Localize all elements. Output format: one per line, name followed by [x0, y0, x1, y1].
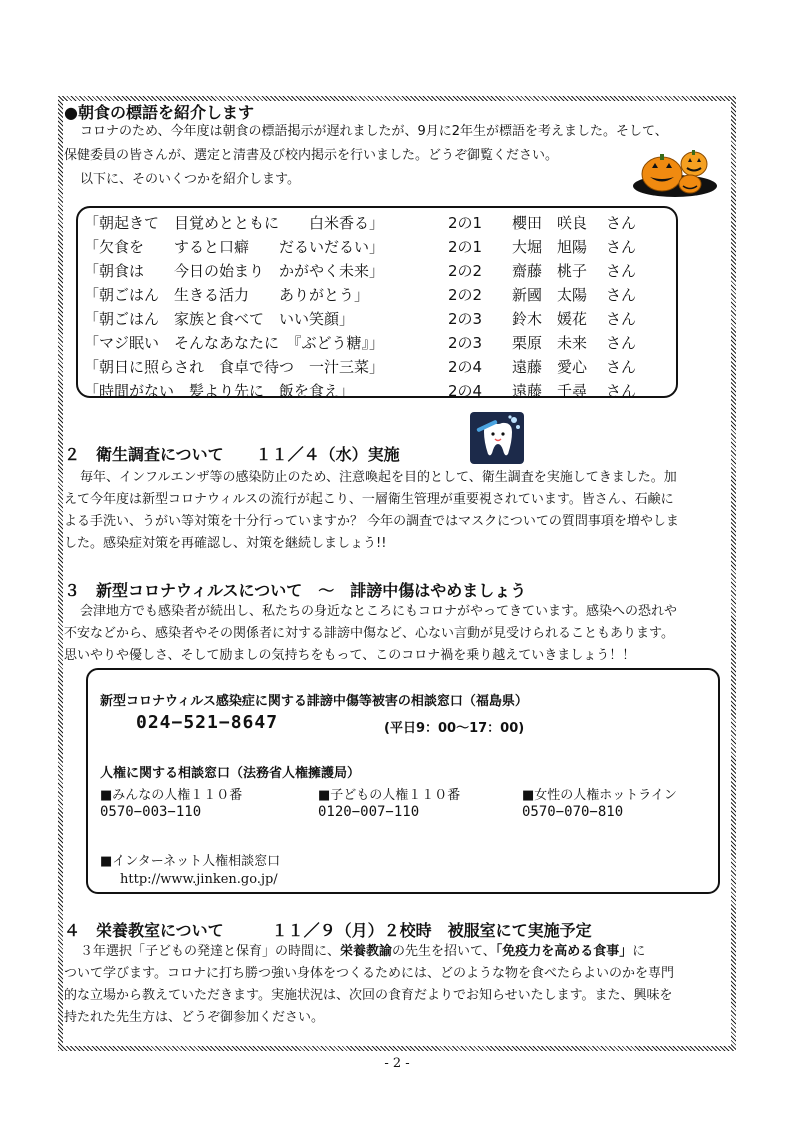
slogan-honorific: さん	[606, 334, 637, 352]
slogan-honorific: さん	[606, 238, 637, 256]
contact-number-1: 0570−003−110	[100, 804, 202, 820]
section-2-line-4: した。感染症対策を再確認し、対策を継続しましょう!!	[64, 536, 387, 551]
slogan-student-name: 栗原 未来	[512, 334, 588, 352]
section-3-title: ３ 新型コロナウィルスについて ～ 誹謗中傷はやめましょう	[64, 581, 527, 600]
slogan-text: 「朝ごはん 家族と食べて いい笑顔」	[84, 310, 355, 328]
contact-label-3: ■女性の人権ホットライン	[522, 788, 677, 803]
slogan-honorific: さん	[606, 214, 637, 232]
section-1-line-1: コロナのため、今年度は朝食の標語掲示が遅れましたが、9月に2年生が標語を考えました。そして、	[80, 124, 668, 139]
slogan-student-name: 新國 太陽	[512, 286, 588, 304]
contact-label-2: ■子どもの人権１１０番	[318, 788, 461, 803]
page-number: - 2 -	[384, 1056, 410, 1071]
slogan-class: 2の4	[448, 358, 483, 376]
section-1-line-3: 以下に、そのいくつかを紹介します。	[80, 172, 300, 187]
slogan-text: 「マジ眠い そんなあなたに 『ぶどう糖』」	[84, 334, 385, 352]
slogan-student-name: 遠藤 千尋	[512, 382, 588, 400]
section-2-line-1: 毎年、インフルエンザ等の感染防止のため、注意喚起を目的として、衛生調査を実施してきました。加	[80, 470, 677, 485]
slogan-text: 「時間がない 髪より先に 飯を食え」	[84, 382, 355, 400]
slogan-text: 「朝起きて 目覚めとともに 白米香る」	[84, 214, 385, 232]
section-1-line-2: 保健委員の皆さんが、選定と清書及び校内掲示を行いました。どうぞ御覧ください。	[64, 148, 559, 163]
slogan-class: 2の2	[448, 262, 483, 280]
jack-o-lantern-icon	[632, 148, 718, 198]
slogan-text: 「朝ごはん 生きる活力 ありがとう」	[84, 286, 370, 304]
slogan-honorific: さん	[606, 358, 637, 376]
jinken-url[interactable]: http://www.jinken.go.jp/	[120, 872, 278, 887]
contact-label-1: ■みんなの人権１１０番	[100, 788, 243, 803]
slogan-honorific: さん	[606, 262, 637, 280]
contact-number-2: 0120−007−110	[318, 804, 420, 820]
phone-hours: (平日9：00〜17：00)	[384, 721, 525, 736]
section-3-line-2: 不安などから、感染者やその関係者に対する誹謗中傷など、心ない言動が見受けられることもあります。	[64, 626, 674, 641]
section-4-line-1: ３年選択「子どもの発達と保育」の時間に、栄養教諭の先生を招いて、「免疫力を高める食事」に	[80, 944, 646, 959]
section-4-line-3: 的な立場から教えていただきます。実施状況は、次回の食育だよりでお知らせいたします。また、興味を	[64, 988, 673, 1003]
slogan-class: 2の2	[448, 286, 483, 304]
internet-consultation-label: ■インターネット人権相談窓口	[100, 854, 281, 869]
slogan-text: 「朝日に照らされ 食卓で待つ 一汁三菜」	[84, 358, 385, 376]
slogan-class: 2の1	[448, 214, 483, 232]
section-2-line-3: よる手洗い、うがい等対策を十分行っていますか？ 今年の調査ではマスクについての質問事項を増やしま	[64, 514, 679, 529]
section-4-line-4: 持たれた先生方は、どうぞ御参加ください。	[64, 1010, 325, 1025]
slogan-honorific: さん	[606, 310, 637, 328]
section-1-title: ●朝食の標語を紹介します	[64, 103, 254, 122]
section-3-line-1: 会津地方でも感染者が続出し、私たちの身近なところにもコロナがやってきています。感染への恐れや	[80, 604, 677, 619]
phone-number: 024−521−8647	[136, 712, 279, 733]
section-3-line-3: 思いやりや優しさ、そして励ましの気持ちをもって、このコロナ禍を乗り越えていきましょう！！	[64, 648, 636, 663]
slogan-student-name: 遠藤 愛心	[512, 358, 588, 376]
section-2-line-2: えて今年度は新型コロナウィルスの流行が起こり、一層衛生管理が重要視されています。皆さん、石鹸に	[64, 492, 674, 507]
slogan-student-name: 大堀 旭陽	[512, 238, 588, 256]
section-4-title: ４ 栄養教室について １１／９（月）２校時 被服室にて実施予定	[64, 921, 592, 940]
slogan-honorific: さん	[606, 382, 637, 400]
slogan-student-name: 鈴木 媛花	[512, 310, 588, 328]
slogan-class: 2の1	[448, 238, 483, 256]
slogan-text: 「欠食を すると口癖 だるいだるい」	[84, 238, 385, 256]
slogan-honorific: さん	[606, 286, 637, 304]
slogan-text: 「朝食は 今日の始まり かがやく未来」	[84, 262, 385, 280]
slogan-class: 2の4	[448, 382, 483, 400]
human-rights-heading: 人権に関する相談窓口（法務省人権擁護局）	[100, 766, 361, 781]
slogan-class: 2の3	[448, 310, 483, 328]
tooth-brushing-icon	[470, 412, 524, 464]
slogan-student-name: 齋藤 桃子	[512, 262, 588, 280]
section-4-line-2: ついて学びます。コロナに打ち勝つ強い身体をつくるためには、どのような物を食べたらよいのかを専門	[64, 966, 674, 981]
slogan-student-name: 櫻田 咲良	[512, 214, 588, 232]
slogan-class: 2の3	[448, 334, 483, 352]
consultation-heading: 新型コロナウィルス感染症に関する誹謗中傷等被害の相談窓口（福島県）	[100, 694, 528, 709]
section-2-title: ２ 衛生調査について １１／４（水）実施	[64, 445, 400, 464]
contact-number-3: 0570−070−810	[522, 804, 624, 820]
